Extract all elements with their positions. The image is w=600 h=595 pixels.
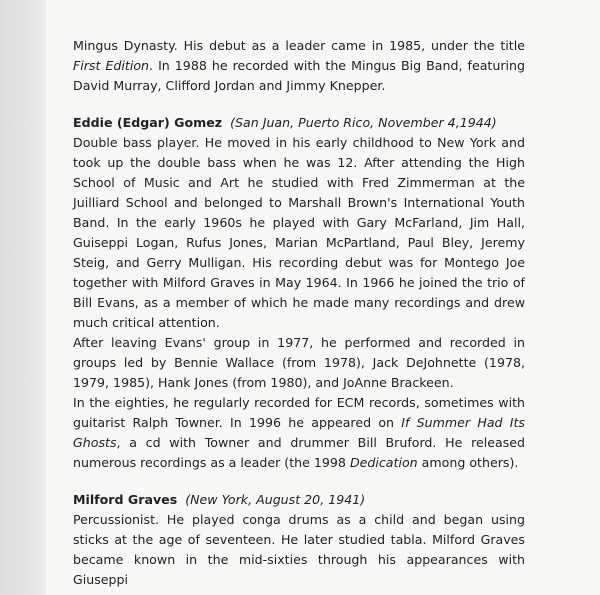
intro-paragraph: Mingus Dynasty. His debut as a leader came in 1985, under the title First Edition. In 1988 he recorded with the Mingus Big Band, featuring David Murray, Clifford Jordan and Jimmy Knepper. [73, 38, 525, 93]
gomez-bio-paragraph: Double bass player. He moved in his early childhood to New York and took up the double bass when he was 12. After attending the High School of Music and Art he studied with Fred Zimmerman at the Juilliard School and belonged to Marshall Brown's International Youth Band. In the early 1960s he played with Gary McFarland, Jim Hall, Guiseppi Logan, Rufus Jones, Marian McPartland, Paul Bley, Jeremy Steig, and Gerry Mulligan. His recording debut was for Montego Joe together with Milford Graves in May 1964. In 1966 he joined the trio of Bill Evans, as a member of which he made many recordings and drew much critical attention. [73, 135, 525, 330]
album-title: Dedication [349, 455, 418, 470]
artist-name: Milford Graves [73, 492, 178, 507]
text-column [73, 36, 525, 590]
album-title: First Edition [73, 58, 150, 73]
album-title: If Summer Had Its Ghosts [73, 415, 525, 450]
gomez-bio-paragraph: After leaving Evans' group in 1977, he performed and recorded in groups led by Bennie Wallace (from 1978), Jack DeJohnette (1978, 1979, 1985), Hank Jones (from 1980), and JoAnne Brackeen. [73, 335, 525, 390]
page-spine [0, 0, 46, 595]
gomez-bio-paragraph: In the eighties, he regularly recorded for ECM records, sometimes with guitarist Ralph Towner. In 1996 he appeared on If Summer Had Its Ghosts, a cd with Towner and drummer Bill Bruford. He released numerous recordings as a leader (the 1998 Dedication among others). [73, 395, 525, 470]
artist-name: Eddie (Edgar) Gomez [73, 115, 223, 130]
gomez-heading [73, 113, 525, 133]
graves-heading [73, 490, 525, 510]
graves-bio-paragraph: Percussionist. He played conga drums as a child and began using sticks at the age of seventeen. He later studied tabla. Milford Graves became known in the mid-sixties through his appearances with Giuseppi [73, 512, 525, 587]
artist-birth-info: (New York, August 20, 1941) [185, 492, 366, 507]
artist-birth-info: (San Juan, Puerto Rico, November 4,1944) [230, 115, 497, 130]
